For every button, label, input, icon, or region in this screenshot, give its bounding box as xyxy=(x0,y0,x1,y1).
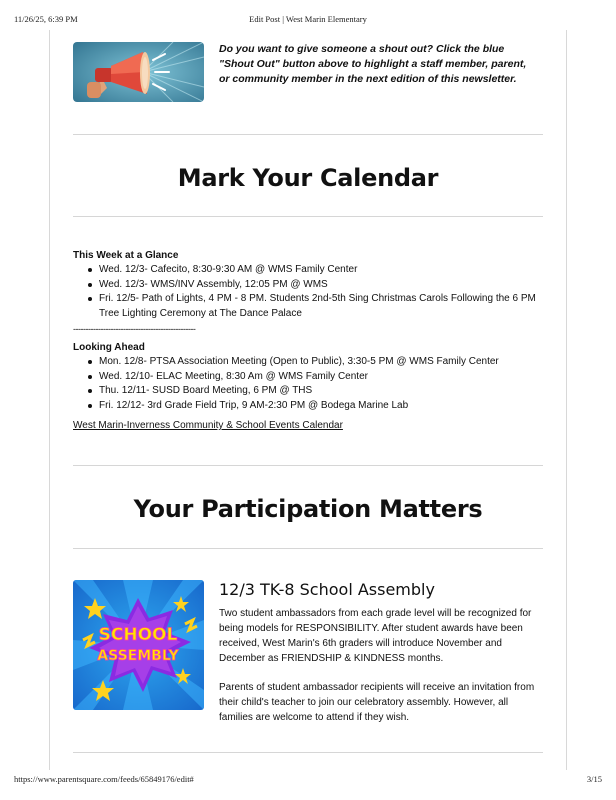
megaphone-image xyxy=(73,42,204,102)
events-calendar-link[interactable]: West Marin-Inverness Community & School Events Calendar xyxy=(73,420,343,431)
your-participation-matters-title: Your Participation Matters xyxy=(133,495,483,523)
divider xyxy=(73,216,543,217)
list-item: Wed. 12/3- Cafecito, 8:30-9:30 AM @ WMS Family Center xyxy=(73,263,543,278)
print-date: 11/26/25, 6:39 PM xyxy=(14,14,78,24)
list-item: Mon. 12/8- PTSA Association Meeting (Open to Public), 3:30-5 PM @ WMS Family Center xyxy=(73,355,543,370)
divider xyxy=(73,548,543,549)
assembly-paragraph-1: Two student ambassadors from each grade level will be recognized for being models for RESPONSIBILITY. After student awards have been received, West Marin's 6th graders will introduce November and December as FRIENDSHIP & KINDNESS months. xyxy=(219,608,532,664)
this-week-list xyxy=(73,263,543,321)
image-caption-line1: SCHOOL xyxy=(98,625,178,645)
list-item: Wed. 12/10- ELAC Meeting, 8:30 Am @ WMS Family Center xyxy=(73,370,543,385)
looking-ahead-list xyxy=(73,355,543,413)
frame-border-left xyxy=(49,30,50,770)
assembly-paragraph-2: Parents of student ambassador recipients will receive an invitation from their child's teacher to join our celebratory assembly. However, all families are welcome to attend if they wish. xyxy=(219,682,535,723)
list-item: Thu. 12/11- SUSD Board Meeting, 6 PM @ THS xyxy=(73,384,543,399)
school-assembly-image xyxy=(73,580,204,710)
divider xyxy=(73,465,543,466)
this-week-heading: This Week at a Glance xyxy=(73,250,179,261)
list-item: Wed. 12/3- WMS/INV Assembly, 12:05 PM @ WMS xyxy=(73,278,543,293)
list-item: Fri. 12/5- Path of Lights, 4 PM - 8 PM. Students 2nd-5th Sing Christmas Carols Following the 6 PM Tree Lighting Ceremony at The Dance Palace xyxy=(73,292,543,321)
dash-divider: ------------------------------------------------- xyxy=(73,324,196,334)
image-caption-line2: ASSEMBLY xyxy=(97,648,179,664)
mark-your-calendar-title: Mark Your Calendar xyxy=(177,164,439,192)
divider xyxy=(73,134,543,135)
divider xyxy=(73,752,543,753)
shout-out-text: Do you want to give someone a shout out? Click the blue "Shout Out" button above to highlight a staff member, parent, or community member in the next edition of this newsletter. xyxy=(219,43,527,85)
newsletter-content xyxy=(73,0,543,800)
megaphone-icon xyxy=(73,42,204,102)
print-url: https://www.parentsquare.com/feeds/65849176/edit# xyxy=(14,774,194,784)
print-page-number: 3/15 xyxy=(586,774,602,784)
frame-border-right xyxy=(566,30,567,770)
looking-ahead-heading: Looking Ahead xyxy=(73,342,145,353)
print-title: Edit Post | West Marin Elementary xyxy=(249,14,367,24)
assembly-title: 12/3 TK-8 School Assembly xyxy=(219,580,435,599)
print-footer xyxy=(14,774,602,786)
list-item: Fri. 12/12- 3rd Grade Field Trip, 9 AM-2:30 PM @ Bodega Marine Lab xyxy=(73,399,543,414)
